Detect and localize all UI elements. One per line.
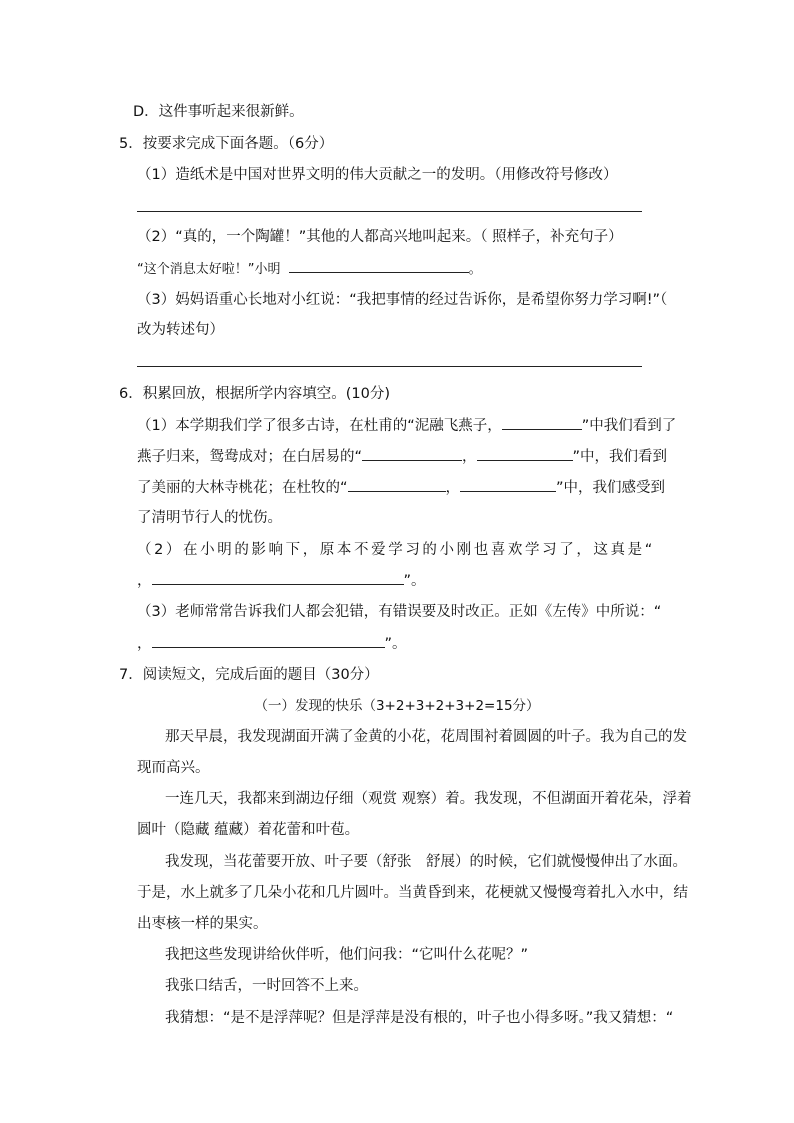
answer-blank-q6-4[interactable] <box>348 478 446 492</box>
q6-item-2-line2 <box>137 571 426 590</box>
q6-text: ， <box>445 480 461 496</box>
answer-blank-q6-2[interactable] <box>362 447 462 461</box>
passage-para1-line1: 那天早晨，我发现湖面开满了金黄的小花，花周围衬着圆圆的叶子。我为自己的发 <box>165 729 687 745</box>
q6-text: ”。 <box>384 636 407 652</box>
q6-text: ”中，我们感受到 <box>556 480 666 496</box>
q6-text: ”。 <box>403 573 426 589</box>
answer-blank-q5-2[interactable] <box>289 259 469 273</box>
q6-item-1-line3 <box>137 478 665 497</box>
passage-para1-line2: 现而高兴。 <box>137 760 210 776</box>
passage-para3-line3: 出枣核一样的果实。 <box>137 916 268 932</box>
q6-item-1-line2 <box>137 447 667 466</box>
answer-blank-q6-7[interactable] <box>152 634 385 648</box>
passage-para5: 我张口结舌，一时回答不上来。 <box>165 978 368 994</box>
q6-text: ， <box>137 573 152 589</box>
q5-item-1: （1）造纸术是中国对世界文明的伟大贡献之一的发明。（用修改符号修改） <box>137 167 618 183</box>
passage-para2-line1: 一连几天，我都来到湖边仔细（观赏 观察）着。我发现，不但湖面开着花朵，浮着 <box>165 791 692 807</box>
passage-para3-line2: 于是，水上就多了几朵小花和几片圆叶。当黄昏到来，花梗就又慢慢弯着扎入水中，结 <box>137 885 688 901</box>
q5-item-2-example <box>137 259 482 279</box>
q5-example-end: 。 <box>468 262 482 277</box>
option-d: D．这件事听起来很新鲜。 <box>133 104 304 120</box>
section-title: （一）发现的快乐（3+2+3+2+3+2=15分） <box>254 698 540 714</box>
answer-blank-q6-1[interactable] <box>502 416 582 430</box>
q6-item-3-line2 <box>137 634 407 653</box>
q5-item-3-line1: （3）妈妈语重心长地对小红说：“我把事情的经过告诉你，是希望你努力学习啊!”（ <box>137 292 668 308</box>
answer-blank-q6-6[interactable] <box>152 571 404 585</box>
answer-line-q5-3[interactable] <box>137 366 642 367</box>
q5-item-3-line2: 改为转述句） <box>137 322 224 338</box>
passage-para4: 我把这些发现讲给伙伴听，他们问我：“它叫什么花呢？” <box>165 947 529 963</box>
q6-text: ， <box>137 636 152 652</box>
passage-para3-line1: 我发现，当花蕾要开放、叶子要（舒张 舒展）的时候，它们就慢慢伸出了水面。 <box>165 854 687 870</box>
q6-text: ”中，我们看到 <box>572 449 668 465</box>
passage-para6: 我猜想：“是不是浮萍呢？但是浮萍是没有根的，叶子也小得多呀。”我又猜想：“ <box>165 1010 674 1026</box>
answer-blank-q6-3[interactable] <box>477 447 573 461</box>
q6-item-1-line1 <box>137 416 676 435</box>
q6-item-1-line4: 了清明节行人的忧伤。 <box>137 510 282 526</box>
q6-text: ， <box>462 449 477 465</box>
q5-example-text: “这个消息太好啦！”小明 <box>137 262 281 277</box>
q5-item-2: （2）“真的，一个陶罐！”其他的人都高兴地叫起来。（ 照样子，补充句子） <box>137 229 623 245</box>
answer-blank-q6-5[interactable] <box>460 478 556 492</box>
answer-line-q5-1[interactable] <box>137 211 642 212</box>
question-6-heading: 6．积累回放，根据所学内容填空。(10分) <box>119 386 390 402</box>
q6-item-3-line1: （3）老师常常告诉我们人都会犯错，有错误要及时改正。正如《左传》中所说：“ <box>137 604 662 620</box>
q6-text: 燕子归来，鸳鸯成对；在白居易的“ <box>137 449 363 465</box>
question-7-heading: 7．阅读短文，完成后面的题目（30分） <box>119 667 379 683</box>
passage-para2-line2: 圆叶（隐藏 蕴藏）着花蕾和叶苞。 <box>137 822 360 838</box>
question-5-heading: 5．按要求完成下面各题。（6分） <box>119 136 334 152</box>
q6-text: ”中我们看到了 <box>581 418 677 434</box>
poem-quote: 泥融飞燕子， <box>414 418 502 434</box>
q6-item-2-line1: （2）在小明的影响下，原本不爱学习的小刚也喜欢学习了，这真是“ <box>137 542 655 558</box>
q6-text: 了美丽的大林寺桃花；在杜牧的“ <box>137 480 348 496</box>
q6-text: （1）本学期我们学了很多古诗，在杜甫的“ <box>137 418 415 434</box>
